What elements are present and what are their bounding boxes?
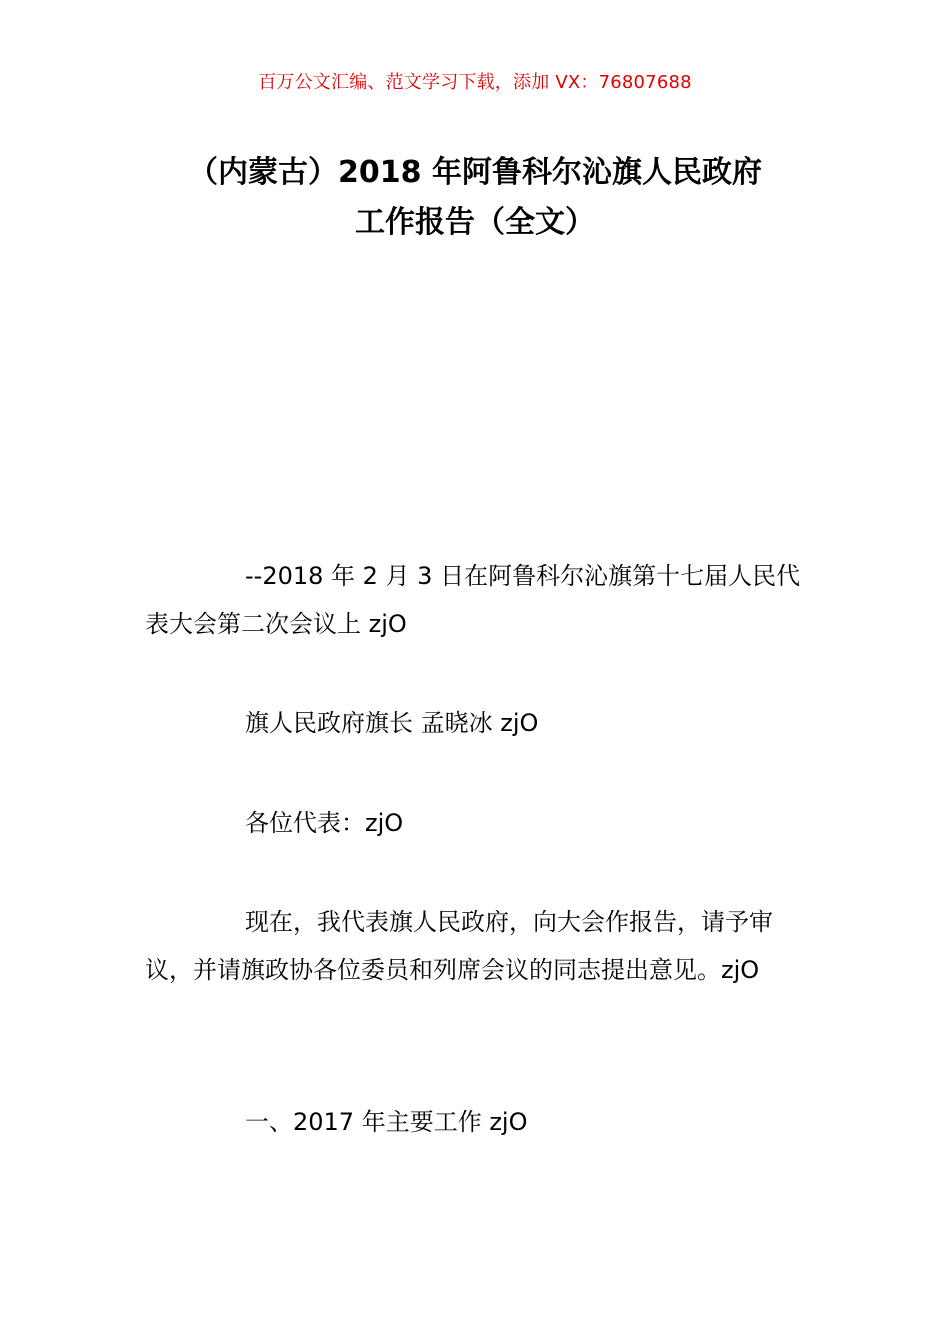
paragraph-speaker: 旗人民政府旗长 孟晓冰 zjO <box>245 709 539 737</box>
section-heading-2017-work: 一、2017 年主要工作 zjO <box>245 1108 528 1136</box>
title-line-1: （内蒙古）2018 年阿鲁科尔沁旗人民政府 <box>188 155 762 190</box>
header-promo-note: 百万公文汇编、范文学习下载，添加 VX：76807688 <box>258 72 692 93</box>
title-line-2: 工作报告（全文） <box>355 205 595 240</box>
paragraph-salutation: 各位代表：zjO <box>245 809 404 837</box>
paragraph-opening: 现在，我代表旗人民政府，向大会作报告，请予审议，并请旗政协各位委员和列席会议的同志提出意见。zjO <box>145 908 773 984</box>
document-title <box>140 148 810 248</box>
paragraph-date-venue: --2018 年 2 月 3 日在阿鲁科尔沁旗第十七届人民代表大会第二次会议上 zjO <box>145 562 801 638</box>
